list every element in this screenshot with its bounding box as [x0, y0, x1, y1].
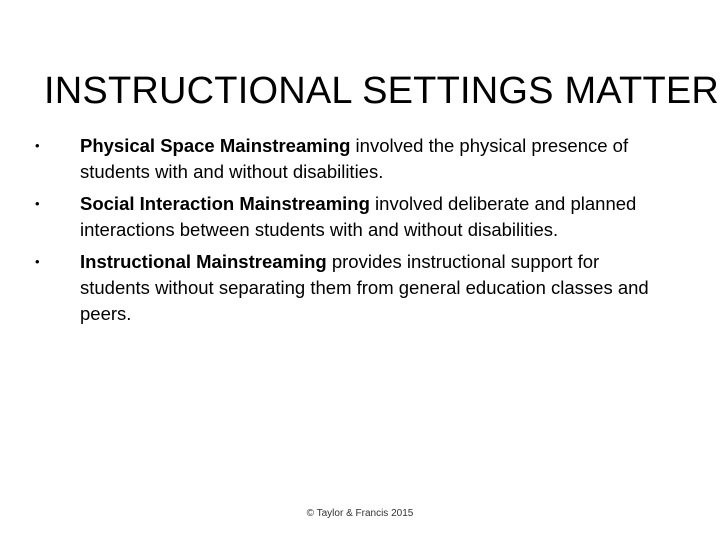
bullet-icon: • [35, 196, 40, 211]
bullet-term: Physical Space Mainstreaming [80, 135, 351, 156]
bullet-list [35, 133, 669, 333]
bullet-term: Instructional Mainstreaming [80, 251, 327, 272]
bullet-item-social-interaction [35, 191, 669, 243]
bullet-text: involved the physical presence of students with and without disabilities. [80, 135, 629, 182]
bullet-text: involved deliberate and planned interactions between students with and without disabilities. [80, 193, 637, 240]
bullet-text: provides instructional support for students without separating them from general education classes and peers. [80, 251, 649, 324]
copyright-footer: © Taylor & Francis 2015 [306, 508, 414, 519]
bullet-item-instructional [35, 249, 669, 327]
bullet-item-physical-space [35, 133, 669, 185]
bullet-icon: • [35, 138, 40, 153]
bullet-term: Social Interaction Mainstreaming [80, 193, 370, 214]
slide-title: INSTRUCTIONAL SETTINGS MATTER [44, 70, 720, 113]
bullet-icon: • [35, 254, 40, 269]
